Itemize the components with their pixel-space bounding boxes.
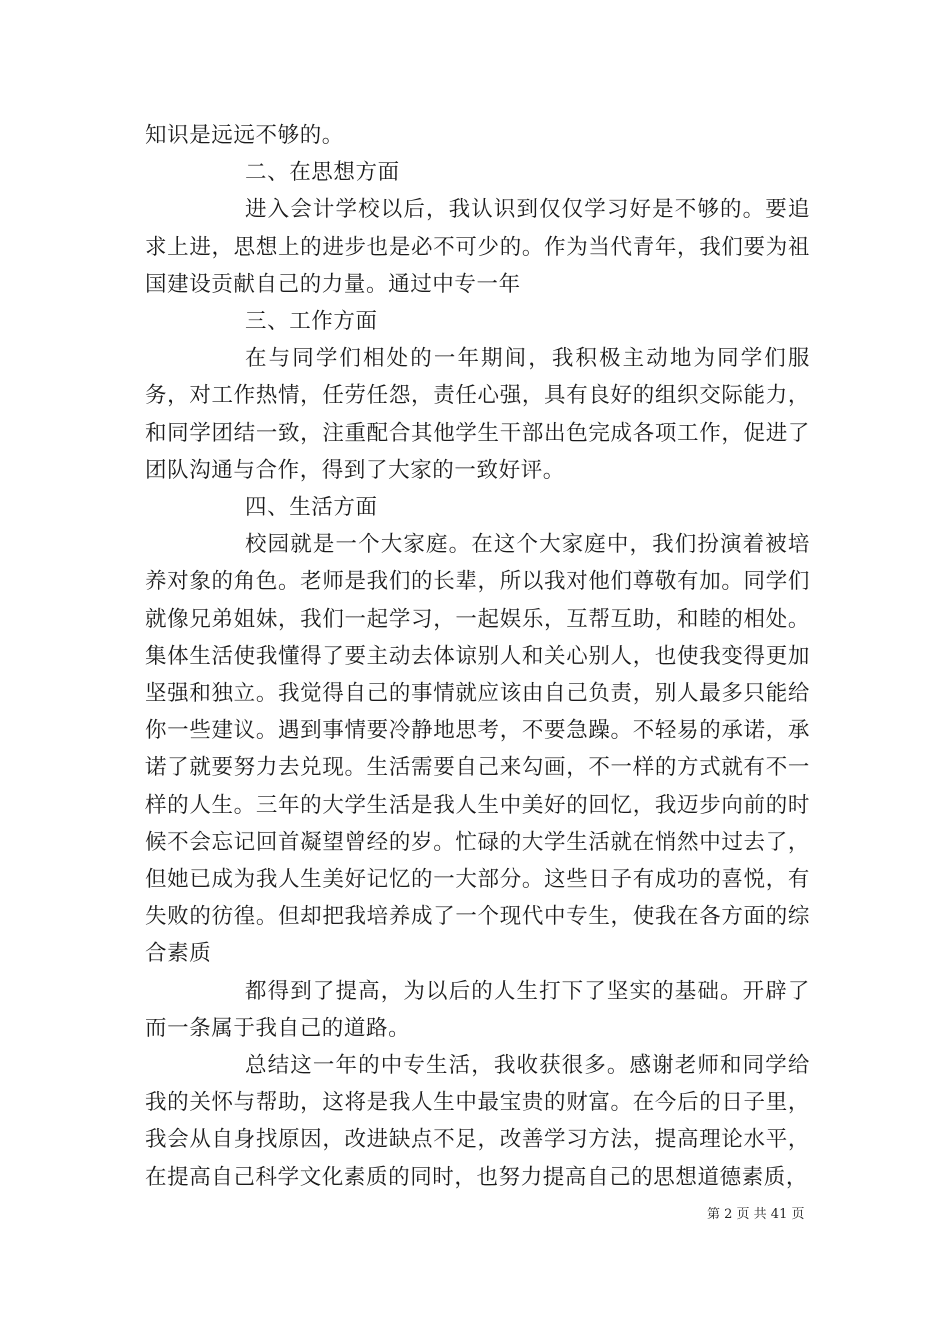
section-heading-work: 三、工作方面 <box>245 309 378 335</box>
paragraph-work: 在与同学们相处的一年期间，我积极主动地为同学们服务，对工作热情，任劳任怨，责任心强，具有良好的组织交际能力，和同学团结一致，注重配合其他学生干部出色完成各项工作，促进了团队沟通与合作，得到了大家的一致好评。 <box>145 346 810 483</box>
paragraph-thought: 进入会计学校以后，我认识到仅仅学习好是不够的。要追求上进，思想上的进步也是必不可少的。作为当代青年，我们要为祖国建设贡献自己的力量。通过中专一年 <box>145 197 810 297</box>
page-number-footer: 第 2 页 共 41 页 <box>707 1207 805 1222</box>
paragraph-continuation: 知识是远远不够的。 <box>145 123 344 148</box>
paragraph-summary: 总结这一年的中专生活，我收获很多。感谢老师和同学给我的关怀与帮助，这将是我人生中最宝贵的财富。在今后的日子里，我会从自身找原因，改进缺点不足，改善学习方法，提高理论水平，在提高自己科学文化素质的同时，也努力提高自己的思想道德素质， <box>145 1053 810 1190</box>
paragraph-life-continued: 都得到了提高，为以后的人生打下了坚实的基础。开辟了而一条属于我自己的道路。 <box>145 978 810 1041</box>
section-heading-thought: 二、在思想方面 <box>245 160 400 186</box>
section-heading-life: 四、生活方面 <box>245 495 378 521</box>
document-body <box>145 117 810 1196</box>
paragraph-life: 校园就是一个大家庭。在这个大家庭中，我们扮演着被培养对象的角色。老师是我们的长辈，所以我对他们尊敬有加。同学们就像兄弟姐妹，我们一起学习，一起娱乐，互帮互助，和睦的相处。集体生活使我懂得了要主动去体谅别人和关心别人，也使我变得更加坚强和独立。我觉得自己的事情就应该由自己负责，别人最多只能给你一些建议。遇到事情要冷静地思考，不要急躁。不轻易的承诺，承诺了就要努力去兑现。生活需要自己来勾画，不一样的方式就有不一样的人生。三年的大学生活是我人生中美好的回忆，我迈步向前的时候不会忘记回首凝望曾经的岁。忙碌的大学生活就在悄然中过去了，但她已成为我人生美好记忆的一大部分。这些日子有成功的喜悦，有失败的彷徨。但却把我培养成了一个现代中专生，使我在各方面的综合素质 <box>145 532 810 967</box>
